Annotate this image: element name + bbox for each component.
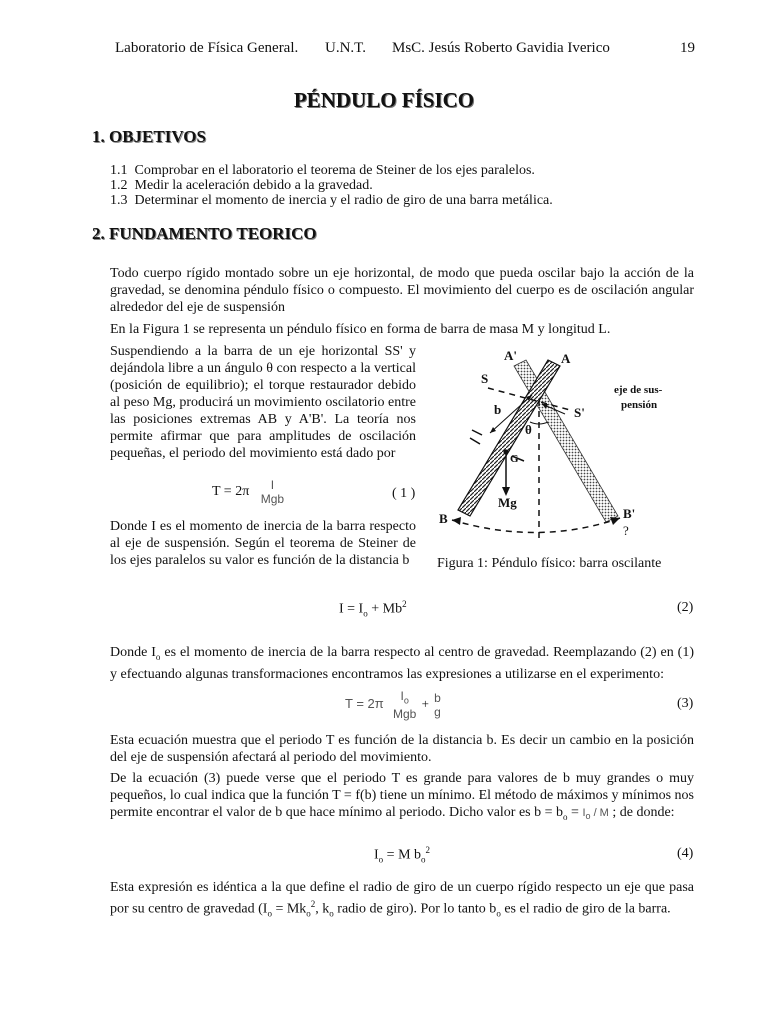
equation-3-label: (3) xyxy=(677,696,694,711)
label-b-point: B xyxy=(439,511,448,526)
label-s-prime: S' xyxy=(574,405,585,420)
paragraph-minimum: De la ecuación (3) puede verse que el periodo T es grande para valores de b muy grandes o muy pequeños, lo cual indica que la función T = f(b) tiene un mínimo. El método de máximos y mínimos nos permite encontrar el valor de b que hace mínimo al periodo. Dicho valor es $b = b_o = I_o / M$ ; de donde: xyxy=(110,771,695,822)
label-a-prime: A' xyxy=(504,348,517,363)
label-a: A xyxy=(561,351,571,366)
swing-arc xyxy=(452,518,620,533)
header-lab: Laboratorio de Física General. xyxy=(115,40,299,56)
list-item: 1.1 Comprobar en el laboratorio el teorema de Steiner de los ejes paralelos. xyxy=(110,163,535,178)
paragraph-inertia: Donde I es el momento de inercia de la barra respecto al eje de suspensión. Según el teorema de Steiner de los ejes paralelos su valor es función de la distancia b xyxy=(110,519,416,568)
paragraph-suspension: Suspendiendo a la barra de un eje horizontal SS' y dejándola libre a un ángulo θ con respecto a la vertical (posición de equilibrio); el torque restaurador debido al peso Mg, producirá un movimiento oscilatorio entre las posiciones extremas AB y A'B'. La teoría nos permite afirmar que para amplitudes de oscilación pequeñas, el periodo del movimiento está dado por xyxy=(110,344,416,461)
label-mg: Mg xyxy=(498,495,517,510)
objectives-list xyxy=(110,163,553,208)
figure-caption: Figura 1: Péndulo físico: barra oscilante xyxy=(437,556,662,571)
equation-2: $I = I_o + Mb^2$ xyxy=(339,599,407,619)
page-number: 19 xyxy=(680,40,695,56)
equation-1: T = 2π I Mgb xyxy=(212,478,285,506)
equation-3: T = 2π $I_o$ Mgb + b g xyxy=(345,689,441,722)
label-b: b xyxy=(494,402,502,417)
list-item: 1.3 Determinar el momento de inercia y el radio de giro de una barra metálica. xyxy=(110,193,553,208)
label-b-prime: B' xyxy=(623,506,636,521)
section-fundamento-heading: 2. FUNDAMENTO TEORICO xyxy=(92,224,317,243)
paragraph-period-b: Esta ecuación muestra que el periodo T es función de la distancia b. Es decir un cambio en la posición del eje de suspensión afectará al periodo del movimiento. xyxy=(110,733,694,765)
equation-4: $I_o = M$ $b_o^2$ xyxy=(374,845,431,865)
equation-4-label: (4) xyxy=(677,846,694,861)
bar-main xyxy=(458,360,560,516)
paragraph-intro: Todo cuerpo rígido montado sobre un eje horizontal, de modo que pueda oscilar bajo la acción de la gravedad, se denomina péndulo físico o compuesto. El movimiento del cuerpo es de oscilación angular alrededor del eje de suspensión xyxy=(110,266,694,315)
equation-1-label: ( 1 ) xyxy=(392,486,416,501)
page-title: PÉNDULO FÍSICO xyxy=(293,88,475,112)
paragraph-steiner: Donde $I_o$ es el momento de inercia de la barra respecto al centro de gravedad. Reemplazando (2) en (1) y efectuando algunas transformaciones encontramos las expresiones a utilizarse en el experimento: xyxy=(110,645,694,682)
label-g: G xyxy=(510,453,519,465)
bar-displaced xyxy=(514,360,618,522)
pendulum-figure xyxy=(430,340,680,545)
header-author: MsC. Jesús Roberto Gavidia Iverico xyxy=(392,40,610,56)
paragraph-radius-gyration: Esta expresión es idéntica a la que define el radio de giro de un cuerpo rígido respecto un eje que pasa por su centro de gravedad ($I_o = Mk_o^2$, $k_o$ radio de giro). Por lo tanto $b_o$ es el radio de giro de la barra. xyxy=(110,880,694,919)
list-item: 1.2 Medir la aceleración debido a la gravedad. xyxy=(110,178,373,193)
header-university: U.N.T. xyxy=(325,40,366,56)
label-question: ? xyxy=(623,523,629,538)
label-theta: θ xyxy=(525,422,532,437)
label-s: S xyxy=(481,371,489,386)
label-eje-2: pensión xyxy=(621,399,658,411)
paragraph-figure-ref: En la Figura 1 se representa un péndulo físico en forma de barra de masa M y longitud L. xyxy=(110,322,611,337)
label-eje-1: eje de sus- xyxy=(614,384,663,396)
equation-2-label: (2) xyxy=(677,600,694,615)
section-objetivos-heading: 1. OBJETIVOS xyxy=(92,127,206,146)
